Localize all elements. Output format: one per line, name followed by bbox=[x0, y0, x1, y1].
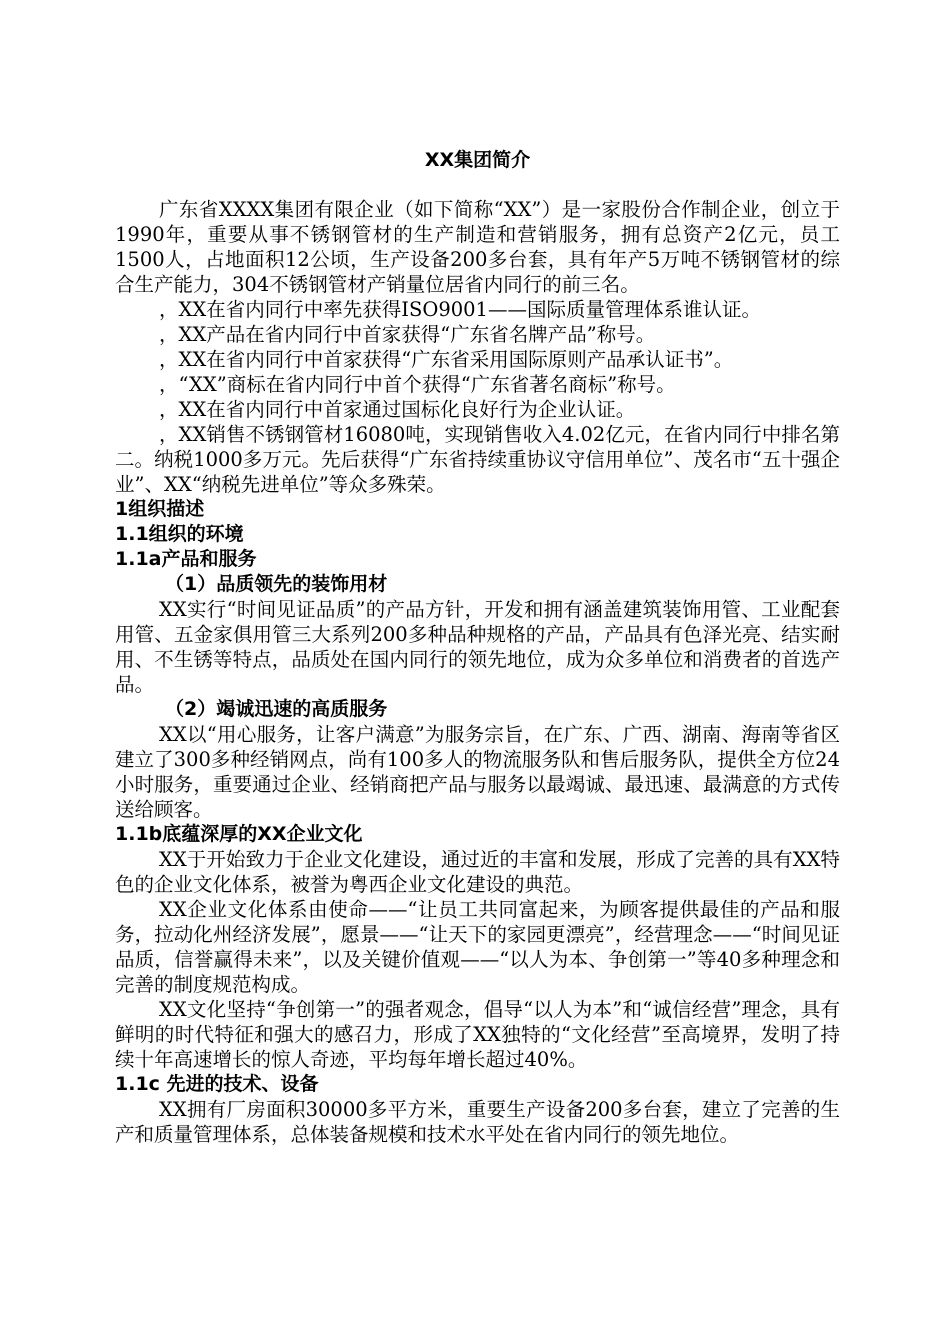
body-paragraph: XX于开始致力于企业文化建设，通过近的丰富和发展，形成了完善的具有XX特色的企业文化体系，被誉为粤西企业文化建设的典范。 bbox=[115, 848, 840, 896]
achievement-item: ，XX在省内同行中率先获得ISO9001——国际质量管理体系谁认证。 bbox=[159, 298, 761, 321]
body-paragraph: XX文化坚持“争创第一”的强者观念，倡导“以人为本”和“诚信经营”理念，具有鲜明的时代特征和强大的感召力，形成了XX独特的“文化经营”至高境界，发明了持续十年高速增长的惊人奇迹，平均每年增长超过40%。 bbox=[115, 998, 841, 1071]
document-body bbox=[115, 145, 840, 1147]
body-paragraph: XX拥有厂房面积30000多平方米，重要生产设备200多台套，建立了完善的生产和质量管理体系，总体装备规模和技术水平处在省内同行的领先地位。 bbox=[115, 1098, 840, 1146]
subsection-heading: （1）品质领先的装饰用材 bbox=[165, 573, 388, 595]
achievement-item: ，“XX”商标在省内同行中首个获得“广东省著名商标”称号。 bbox=[159, 373, 676, 396]
body-paragraph: XX实行“时间见证品质”的产品方针，开发和拥有涵盖建筑装饰用管、工业配套用管、五金家俱用管三大系列200多种品种规格的产品，产品具有色泽光亮、结实耐用、不生锈等特点，品质处在国内同行的领先地位，成为众多单位和消费者的首选产品。 bbox=[115, 598, 840, 696]
section-heading: 1.1a产品和服务 bbox=[115, 548, 257, 570]
intro-paragraph: 广东省XXXX集团有限企业（如下简称“XX”）是一家股份合作制企业，创立于1990年，重要从事不锈钢管材的生产制造和营销服务，拥有总资产2亿元，员工1500人，占地面积12公顷，生产设备200多台套，具有年产5万吨不锈钢管材的综合生产能力，304不锈钢管材产销量位居省内同行的前三名。 bbox=[115, 198, 840, 296]
achievement-item: ，XX在省内同行中首家获得“广东省采用国际原则产品承认证书”。 bbox=[159, 348, 734, 371]
document-title: XX集团简介 bbox=[424, 149, 531, 171]
section-heading: 1.1b底蕴深厚的XX企业文化 bbox=[115, 823, 363, 845]
subsection-heading: （2）竭诚迅速的高质服务 bbox=[165, 698, 388, 720]
achievement-item: ，XX销售不锈钢管材16080吨，实现销售收入4.02亿元，在省内同行中排名第二。纳税1000多万元。先后获得“广东省持续重协议守信用单位”、茂名市“五十强企业”、XX“纳税先进单位”等众多殊荣。 bbox=[115, 423, 840, 496]
achievement-item: ，XX产品在省内同行中首家获得“广东省名牌产品”称号。 bbox=[159, 323, 656, 346]
section-heading: 1.1组织的环境 bbox=[115, 523, 244, 545]
section-heading: 1组织描述 bbox=[115, 498, 205, 520]
body-paragraph: XX以“用心服务，让客户满意”为服务宗旨，在广东、广西、湖南、海南等省区建立了300多种经销网点，尚有100多人的物流服务队和售后服务队，提供全方位24小时服务，重要通过企业、经销商把产品与服务以最竭诚、最迅速、最满意的方式传送给顾客。 bbox=[115, 723, 840, 821]
achievement-item: ，XX在省内同行中首家通过国标化良好行为企业认证。 bbox=[159, 398, 636, 421]
section-heading: 1.1c 先进的技术、设备 bbox=[115, 1073, 319, 1095]
body-paragraph: XX企业文化体系由使命——“让员工共同富起来，为顾客提供最佳的产品和服务，拉动化州经济发展”，愿景——“让天下的家园更漂亮”，经营理念——“时间见证品质，信誉赢得未来”，以及关键价值观——“以人为本、争创第一”等40多种理念和完善的制度规范构成。 bbox=[115, 898, 840, 996]
